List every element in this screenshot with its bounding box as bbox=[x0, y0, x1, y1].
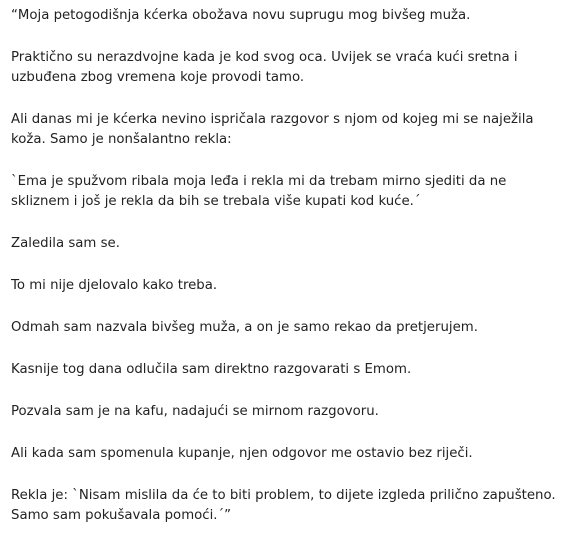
article-body bbox=[11, 6, 559, 548]
paragraph-4: `Ema je spužvom ribala moja leđa i rekla mi da trebam mirno sjediti da ne skliznem i još je rekla da bih se trebala više kupati kod kuće.´ bbox=[11, 174, 507, 209]
paragraph-6: To mi nije djelovalo kako treba. bbox=[11, 278, 218, 293]
paragraph-10: Ali kada sam spomenula kupanje, njen odgovor me ostavio bez riječi. bbox=[11, 446, 473, 461]
paragraph-1: “Moja petogodišnja kćerka obožava novu suprugu mog bivšeg muža. bbox=[11, 8, 471, 23]
paragraph-11: Rekla je: `Nisam mislila da će to biti problem, to dijete izgleda prilično zapušteno. Samo sam pokušavala pomoći.´” bbox=[11, 488, 556, 523]
paragraph-9: Pozvala sam je na kafu, nadajući se mirnom razgovoru. bbox=[11, 404, 379, 419]
paragraph-3: Ali danas mi je kćerka nevino ispričala razgovor s njom od kojeg mi se naježila koža. Samo je nonšalantno rekla: bbox=[11, 112, 534, 147]
paragraph-2: Praktično su nerazdvojne kada je kod svog oca. Uvijek se vraća kući sretna i uzbuđena zbog vremena koje provodi tamo. bbox=[11, 50, 518, 85]
paragraph-5: Zaledila sam se. bbox=[11, 236, 120, 251]
paragraph-8: Kasnije tog dana odlučila sam direktno razgovarati s Emom. bbox=[11, 362, 412, 377]
paragraph-7: Odmah sam nazvala bivšeg muža, a on je samo rekao da pretjerujem. bbox=[11, 320, 478, 335]
